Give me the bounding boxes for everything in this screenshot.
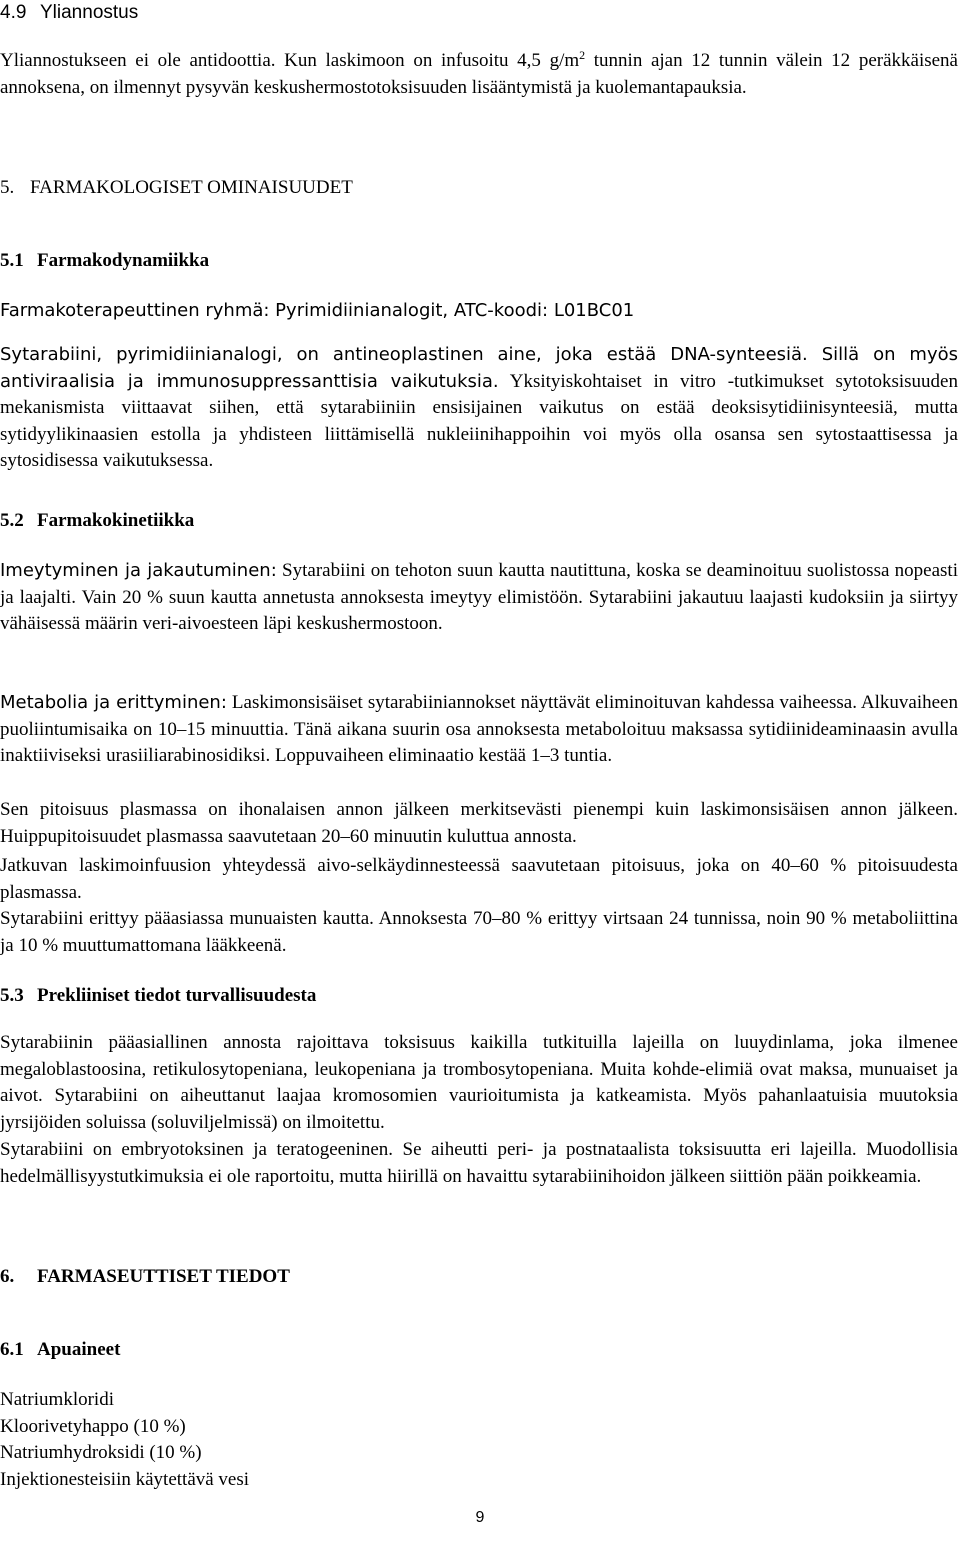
preclinical-paragraph-2: Sytarabiini on embryotoksinen ja teratogeeninen. Se aiheutti peri- ja postnataalista toksisuutta eri lajeilla. Muodollisia hedelmällisyystutkimuksia ei ole raportoitu, mutta hiirillä on havaittu sytarabiinihoidon jälkeen siittiön pään poikkeamia. [0,1139,958,1187]
section-title: Yliannostus [40,2,139,23]
text-run: Yksityiskohtaiset in vitro -tutkimukset sytotoksisuuden mekanismista viittaavat siihen, että sytarabiiniin ensisijainen vaikutus on estää deoksisytidiinisynteesiä, mutta sytidyylikinaasien estolla ja yhdisteen liittämisellä nukleiinihappoihin voi myös olla osansa sen sytostaattisessa ja sytosidisessa vaikutuksessa. [0,370,958,471]
text-run: Laskimonsisäiset sytarabiiniannokset näyttävät eliminoituvan kahdessa vaiheessa. Alkuvaiheen puoliintumisaika on 10–15 minuuttia. Tänä aikana suurin osa annoksesta metaboloituu maksassa sytidiinideaminaasin avulla inaktiiviseksi urasiiliarabinosidiksi. Loppuvaiheen eliminaatio kestää 1–3 tuntia. [0,692,958,766]
list-item: Natriumhydroksidi (10 %) [0,1442,202,1463]
section-title: Farmakokinetiikka [37,510,195,531]
section-6-1-heading [0,1337,958,1364]
excretion-paragraph: Sytarabiini erittyy pääasiassa munuaisten kautta. Annoksesta 70–80 % erittyy virtsaan 24 tunnissa, noin 90 % metaboliittina ja 10 % muuttumattomana lääkkeenä. [0,908,958,956]
section-title: FARMASEUTTISET TIEDOT [37,1266,290,1287]
section-6-heading [0,1264,958,1291]
section-title: Farmakodynamiikka [37,250,210,271]
section-5-heading [0,175,958,202]
section-4-9-heading [0,0,958,27]
metabolism-paragraph [0,690,958,770]
list-item: Natriumkloridi [0,1389,114,1410]
section-number: 6. [0,1266,15,1287]
section-number: 5.3 [0,985,24,1006]
section-number: 5.2 [0,510,24,531]
run-in-label: Imeytyminen ja jakautuminen: [0,560,277,581]
subcutaneous-paragraph: Sen pitoisuus plasmassa on ihonalaisen annon jälkeen merkitsevästi pienempi kuin laskimonsisäisen annon jälkeen. Huippupitoisuudet plasmassa saavutetaan 20–60 minuutin kuluttua annosta. [0,799,958,847]
section-title: FARMAKOLOGISET OMINAISUUDET [30,177,353,198]
list-item: Injektionesteisiin käytettävä vesi [0,1468,250,1490]
excipients-list [0,1387,958,1493]
text-run: Sytarabiini, pyrimidiinianalogi, on antineoplastinen aine, joka estää DNA-synteesiä. Sillä on myös antiviraalisia ja immunosuppressanttisia vaikutuksia. [0,344,958,392]
section-number: 5. [0,177,15,198]
section-5-3-heading [0,983,958,1010]
csf-paragraph: Jatkuvan laskimoinfuusion yhteydessä aivo-selkäydinnesteessä saavutetaan pitoisuus, joka on 40–60 % pitoisuudesta plasmassa. [0,855,958,903]
superscript: 2 [579,48,586,62]
atc-paragraph: Farmakoterapeuttinen ryhmä: Pyrimidiinianalogit, ATC-koodi: L01BC01 [0,300,635,321]
text-run: Yliannostukseen ei ole antidoottia. Kun laskimoon on infusoitu 4,5 g/m [0,50,580,71]
section-number: 5.1 [0,250,24,271]
section-title: Apuaineet [37,1339,121,1360]
pharmacodynamics-paragraph [0,342,958,475]
overdose-paragraph [0,48,958,101]
absorption-paragraph [0,558,958,638]
list-item: Kloorivetyhappo (10 %) [0,1415,186,1437]
section-5-2-heading [0,508,958,535]
preclinical-paragraph-1: Sytarabiinin pääasiallinen annosta rajoittava toksisuus kaikilla tutkituilla lajeilla on luuydinlama, joka ilmenee megaloblastoosina, retikulosytopeniana, leukopeniana ja trombosytopeniana. Muita kohde-elimiä ovat maksa, munuaiset ja aivot. Sytarabiini on aiheuttanut laajaa kromosomien vaurioitumista ja katkeamista. Myös pahanlaatuisia muutoksia jyrsijöiden soluissa (soluviljelmissä) on ilmoitettu. [0,1032,958,1133]
section-5-1-heading [0,248,958,275]
text-run: Sytarabiini on tehoton suun kautta nautittuna, koska se deaminoituu suolistossa nopeasti ja laajalti. Vain 20 % suun kautta annetusta annoksesta imeytyy elimistöön. Sytarabiini jakautuu laajasti kudoksiin ja siirtyy vähäisessä määrin veri-aivoesteen läpi keskushermostoon. [0,560,958,634]
page-number: 9 [475,1509,485,1526]
section-title: Prekliiniset tiedot turvallisuudesta [37,985,317,1006]
section-number: 6.1 [0,1339,24,1360]
section-number: 4.9 [0,2,27,23]
run-in-label: Metabolia ja erittyminen: [0,692,227,713]
text-run: tunnin ajan 12 tunnin välein 12 peräkkäisenä annoksena, on ilmennyt pysyvän keskushermostotoksisuuden lisääntymistä ja kuolemantapauksia. [0,50,958,98]
